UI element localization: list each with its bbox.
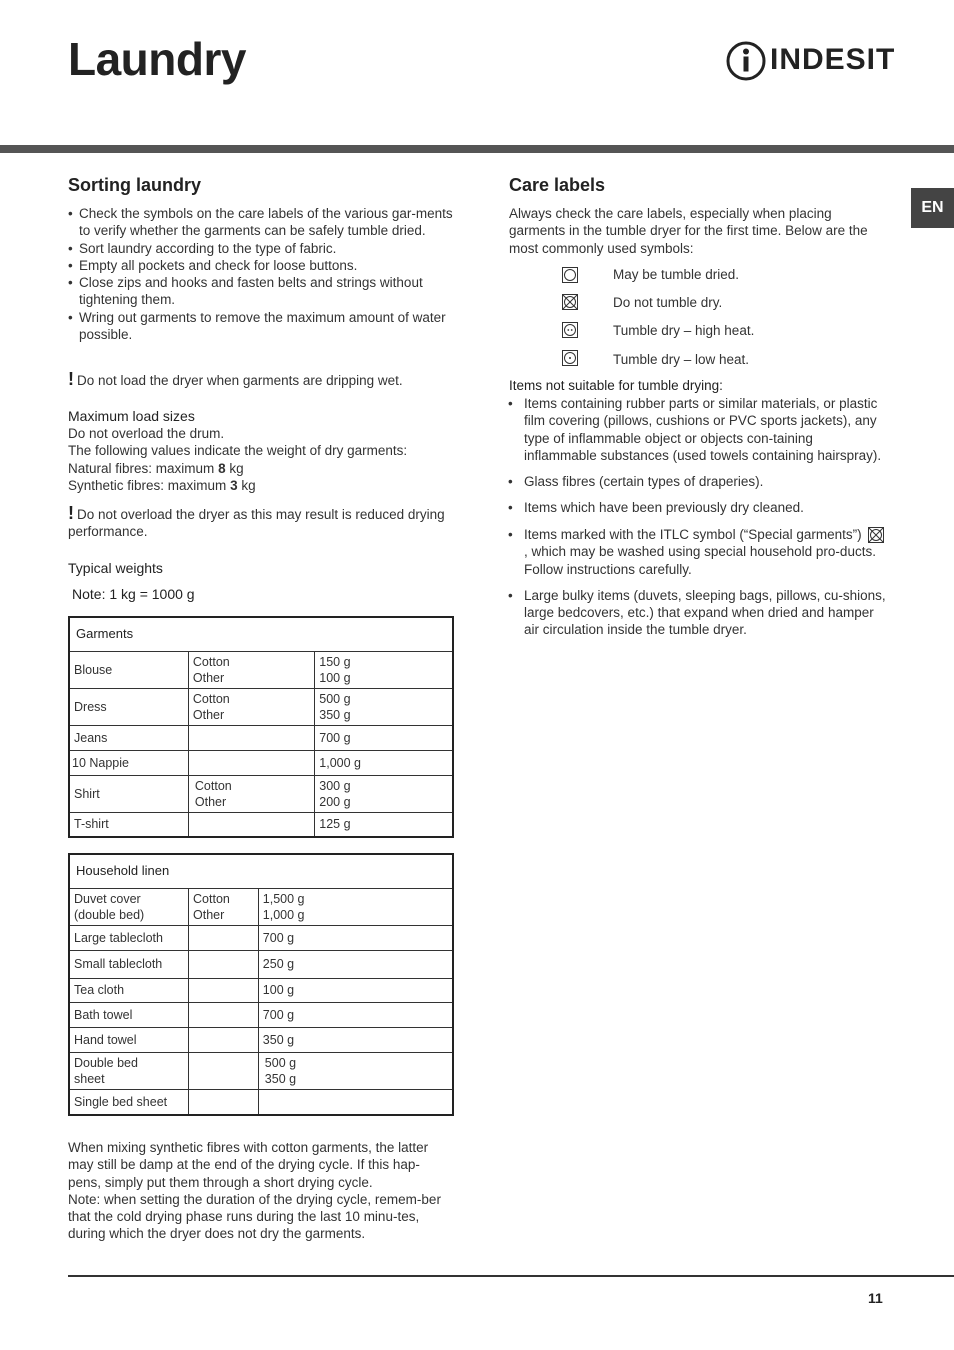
fabric-cell: Cotton Other xyxy=(188,688,314,725)
table-row xyxy=(69,925,453,950)
fabric-cell xyxy=(188,812,314,837)
item-cell: Small tablecloth xyxy=(69,950,189,978)
fabric-cell xyxy=(189,1052,259,1089)
footer-divider xyxy=(68,1275,954,1277)
care-symbol-label: May be tumble dried. xyxy=(613,267,740,282)
item-cell: Jeans xyxy=(69,725,188,750)
typical-weights-note: Note: 1 kg = 1000 g xyxy=(72,586,195,602)
fabric-cell xyxy=(189,950,259,978)
sorting-bullet: • Check the symbols on the care labels of the various gar-ments to verify whether the garments can be safely tumble dried. xyxy=(68,205,453,240)
weight-cell: 700 g xyxy=(258,925,453,950)
fabric-cell xyxy=(189,978,259,1002)
table-header: Household linen xyxy=(69,854,453,888)
fabric-cell: Cotton Other xyxy=(188,775,314,812)
table-row xyxy=(69,651,453,688)
sorting-bullet: • Empty all pockets and check for loose buttons. xyxy=(68,257,453,274)
item-cell: Hand towel xyxy=(69,1027,189,1052)
not-suitable-heading: Items not suitable for tumble drying: xyxy=(509,378,723,393)
care-symbol-label: Tumble dry – high heat. xyxy=(613,323,755,338)
page-title: Laundry xyxy=(68,33,246,85)
brand-name: INDESIT xyxy=(770,43,896,76)
weight-cell: 1,000 g xyxy=(315,750,453,775)
sorting-bullets xyxy=(68,205,453,343)
not-suitable-list xyxy=(508,395,888,648)
care-labels-heading: Care labels xyxy=(509,175,606,195)
not-suitable-item: • Large bulky items (duvets, sleeping bags, pillows, cu-shions, large bedcovers, etc.) that expand when dried and hamper air circulation inside the tumble dryer. xyxy=(508,587,888,639)
itlc-special-garments-icon xyxy=(868,527,884,543)
item-cell: Shirt xyxy=(69,775,188,812)
care-symbol-row xyxy=(562,266,578,284)
note-text: Do not overload the dryer as this may result is reduced drying performance. xyxy=(68,507,445,540)
not-suitable-item: • Items which have been previously dry cleaned. xyxy=(508,499,888,516)
max-load-line: The following values indicate the weight of dry garments: xyxy=(68,443,408,459)
sorting-bullet: • Close zips and hooks and fasten belts and strings without tightening them. xyxy=(68,274,453,309)
weight-cell: 250 g xyxy=(258,950,453,978)
page-number: 11 xyxy=(868,1290,883,1306)
natural-fibres-line: Natural fibres: maximum 8 kg xyxy=(68,460,244,476)
weight-cell: 500 g 350 g xyxy=(315,688,453,725)
table-row xyxy=(69,812,453,837)
synthetic-fibres-line: Synthetic fibres: maximum 3 kg xyxy=(68,477,256,493)
item-cell: Single bed sheet xyxy=(69,1089,189,1115)
max-load-heading: Maximum load sizes xyxy=(68,408,195,424)
fabric-cell xyxy=(189,1089,259,1115)
table-row xyxy=(69,888,453,925)
table-row xyxy=(69,1027,453,1052)
table-row xyxy=(69,1089,453,1115)
item-cell: 10 Nappie xyxy=(69,750,188,775)
household-linen-table xyxy=(68,853,454,1116)
table-header: Garments xyxy=(69,617,453,651)
warning-note-wet xyxy=(68,371,453,389)
exclamation-icon: ! xyxy=(68,503,74,523)
weight-cell: 500 g 350 g xyxy=(258,1052,453,1089)
item-cell: Bath towel xyxy=(69,1002,189,1027)
max-load-line: Do not overload the drum. xyxy=(68,426,225,441)
table-row xyxy=(69,750,453,775)
not-suitable-item: • Items containing rubber parts or similar materials, or plastic film covering (pillows, cushions or PVC sports jackets), any type of inflammable object or objects con-taining inflammable substances (used towels containing hairspray). xyxy=(508,395,888,464)
fabric-cell: Cotton Other xyxy=(189,888,259,925)
tumble-dry-high-heat-icon xyxy=(562,322,578,338)
weight-cell: 150 g 100 g xyxy=(315,651,453,688)
weight-cell: 100 g xyxy=(258,978,453,1002)
item-cell: Tea cloth xyxy=(69,978,189,1002)
item-cell: Dress xyxy=(69,688,188,725)
weight-cell: 700 g xyxy=(315,725,453,750)
care-intro: Always check the care labels, especially when placing garments in the tumble dryer for the first time. Below are the most commonly used symbols: xyxy=(509,206,868,256)
item-cell: Duvet cover (double bed) xyxy=(69,888,189,925)
typical-weights-heading: Typical weights xyxy=(68,560,163,576)
not-suitable-item-itlc: • Items marked with the ITLC symbol (“Special garments”) , which may be washed using special household pro-ducts. Follow instructions carefully. xyxy=(508,526,888,578)
language-tab: EN xyxy=(911,188,954,228)
mixing-paragraph xyxy=(68,1139,448,1243)
fabric-cell: Cotton Other xyxy=(188,651,314,688)
weight-cell: 125 g xyxy=(315,812,453,837)
fabric-cell xyxy=(188,750,314,775)
fabric-cell xyxy=(189,1027,259,1052)
fabric-cell xyxy=(189,1002,259,1027)
mixing-text: When mixing synthetic fibres with cotton garments, the latter may still be damp at the end of the drying cycle. If this hap-pens, simply put them through a short drying cycle. xyxy=(68,1140,429,1190)
table-row xyxy=(69,950,453,978)
indesit-logo-mark xyxy=(726,40,766,82)
care-symbol-row xyxy=(562,321,578,339)
sorting-bullet: • Wring out garments to remove the maximum amount of water possible. xyxy=(68,309,453,344)
care-symbol-label: Do not tumble dry. xyxy=(613,295,723,310)
max-load-text xyxy=(68,425,453,494)
weight-cell: 350 g xyxy=(258,1027,453,1052)
table-row xyxy=(69,688,453,725)
not-suitable-item: • Glass fibres (certain types of draperies). xyxy=(508,473,888,490)
weight-cell: 1,500 g 1,000 g xyxy=(258,888,453,925)
item-cell: Double bed sheet xyxy=(69,1052,189,1089)
item-cell: Blouse xyxy=(69,651,188,688)
do-not-tumble-dry-icon xyxy=(562,294,578,310)
item-cell: Large tablecloth xyxy=(69,925,189,950)
warning-note-overload xyxy=(68,505,453,541)
fabric-cell xyxy=(188,725,314,750)
indesit-logo xyxy=(726,40,896,82)
table-row xyxy=(69,775,453,812)
tumble-dry-allowed-icon xyxy=(562,267,578,283)
sorting-bullet: • Sort laundry according to the type of fabric. xyxy=(68,240,453,257)
duration-note: Note: when setting the duration of the drying cycle, remem-ber that the cold drying phase runs during the last 10 minu-tes, during which the dryer does not dry the garments. xyxy=(68,1191,441,1242)
table-row xyxy=(69,725,453,750)
garments-table xyxy=(68,616,454,838)
table-row xyxy=(69,978,453,1002)
table-row xyxy=(69,1002,453,1027)
note-text: Do not load the dryer when garments are dripping wet. xyxy=(77,373,403,388)
weight-cell: 300 g 200 g xyxy=(315,775,453,812)
item-cell: T-shirt xyxy=(69,812,188,837)
weight-cell xyxy=(258,1089,453,1115)
sorting-heading: Sorting laundry xyxy=(68,175,202,195)
exclamation-icon: ! xyxy=(68,369,74,389)
fabric-cell xyxy=(189,925,259,950)
care-symbol-row xyxy=(562,349,578,367)
header-divider xyxy=(0,145,954,153)
tumble-dry-low-heat-icon xyxy=(562,350,578,366)
table-row xyxy=(69,1052,453,1089)
care-symbol-row xyxy=(562,293,578,311)
weight-cell: 700 g xyxy=(258,1002,453,1027)
care-symbol-label: Tumble dry – low heat. xyxy=(613,352,750,367)
